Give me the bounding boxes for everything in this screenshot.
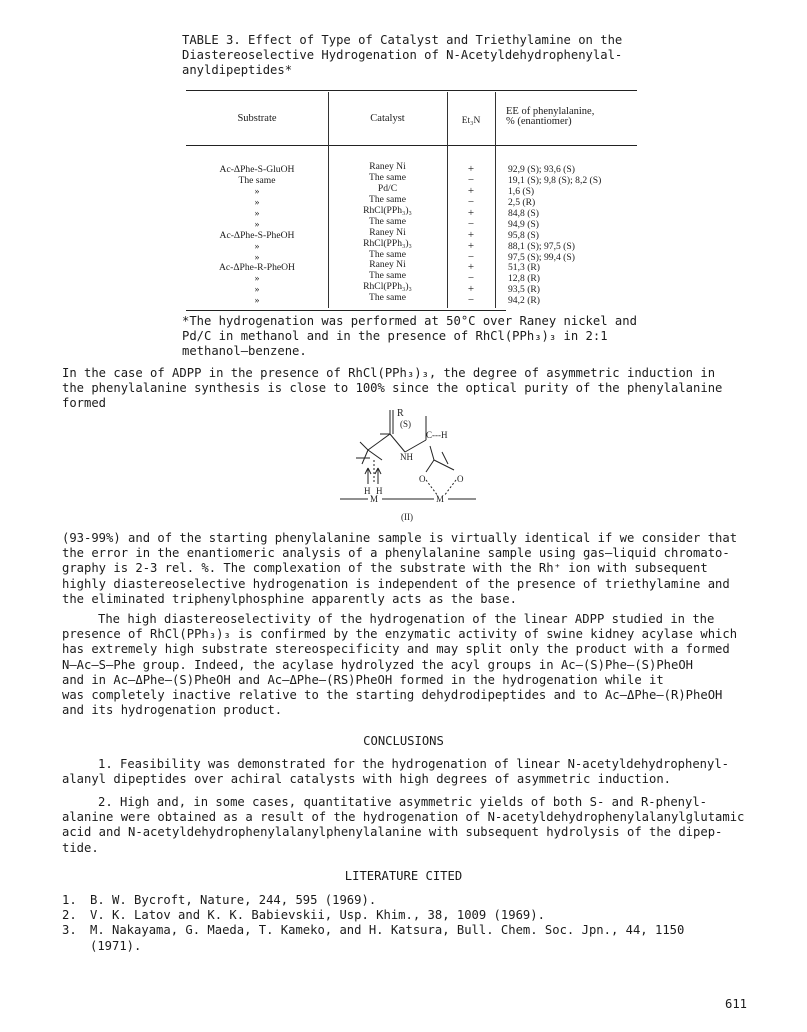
table-cell: RhCl(PPh₃)₃ [363, 204, 412, 216]
table-cell: − [467, 272, 475, 285]
table-cell: − [467, 250, 475, 263]
catalyst-column [328, 162, 447, 304]
table-cell: 88,1 (S); 97,5 (S) [508, 240, 575, 252]
literature-heading: LITERATURE CITED [344, 869, 463, 883]
figure-label-nh: NH [400, 452, 413, 462]
table-cell: The same [368, 292, 407, 304]
page-number: 611 [725, 997, 748, 1011]
header-ee: EE of phenylalanine, % (enantiomer) [506, 106, 595, 127]
table-cell: » [254, 207, 260, 219]
table-cell: The same [368, 215, 407, 227]
table-cell: RhCl(PPh₃)₃ [363, 237, 412, 249]
table-cell: + [467, 261, 475, 274]
table-cell: + [467, 163, 475, 175]
table-cell: 94,2 (R) [508, 295, 540, 307]
table-cell: + [467, 206, 475, 219]
paragraph-1: In the case of ADPP in the presence of RhCl(PPh₃)₃, the degree of asymmetric induction in the phenylalanine synthesis is close to 100% since the optical purity of the phenylalanine formed [62, 366, 723, 411]
figure-label-r: R [397, 408, 404, 419]
figure-label-o1: O [419, 474, 426, 484]
table-cell: 12,8 (R) [508, 273, 540, 285]
reference-item: 2. V. K. Latov and K. K. Babievskii, Usp. Khim., 38, 1009 (1969). [62, 908, 545, 923]
table-cell: + [467, 184, 475, 197]
figure-label-m2: M [436, 494, 445, 504]
table-cell: 2,5 (R) [508, 196, 536, 208]
table-cell: − [467, 173, 475, 186]
table-cell: » [254, 240, 260, 252]
table-cell: The same [368, 270, 407, 282]
table-cell: + [467, 239, 475, 252]
conclusions-heading: CONCLUSIONS [363, 734, 444, 748]
paragraph-3: The high diastereoselectivity of the hydrogenation of the linear ADPP studied in the presence of RhCl(PPh₃)₃ is confirmed by the enzymatic activity of swine kidney acylase which has extremely high substrate stereospecificity and may split only the product with a formed N—Ac—S—Phe group. Indeed, the acylase hydrolyzed the acyl groups in Ac—(S)Phe—(S)PheOH and in Ac—ΔPhe—(S)PheOH and Ac—ΔPhe—(RS)PheOH formed in the hydrogenation while it was completely inactive relative to the starting dehydrodipeptides and to Ac—ΔPhe—(R)PheOH and its hydrogenation product. [62, 612, 738, 718]
table-cell: » [254, 284, 260, 296]
table-cell: 93,5 (R) [508, 284, 540, 296]
table-cell: 51,3 (R) [508, 262, 540, 274]
structure-figure [330, 408, 500, 524]
table-footnote: *The hydrogenation was performed at 50°C over Raney nickel and Pd/C in methanol and in the presence of RhCl(PPh₃)₃ in 2:1 methanol—benzene. [182, 314, 637, 359]
table-cell: » [254, 295, 260, 307]
table-cell: Ac-ΔPhe-R-PheOH [219, 262, 295, 274]
table-cell: 19,1 (S); 9,8 (S); 8,2 (S) [508, 174, 602, 186]
table-cell: Pd/C [377, 182, 398, 194]
figure-label-m1: M [370, 494, 379, 504]
table-cell: 1,6 (S) [508, 185, 535, 197]
header-catalyst: Catalyst [370, 113, 405, 124]
table-cell: 84,8 (S) [508, 207, 539, 219]
figure-label-ch: C---H [426, 430, 448, 440]
figure-label-h1: H [364, 486, 371, 496]
reference-continuation: (1971). [90, 938, 142, 953]
figure-label-h2: H [376, 486, 383, 496]
table-cell: Raney Ni [369, 226, 406, 238]
table-cell: The same [368, 248, 407, 260]
table-cell: » [254, 251, 260, 263]
reference-item: 1. B. W. Bycroft, Nature, 244, 595 (1969). [62, 893, 377, 907]
table-cell: − [467, 217, 475, 230]
header-substrate: Substrate [237, 113, 277, 124]
table-cell: » [254, 185, 260, 197]
et3n-column [447, 164, 495, 306]
table-cell: » [254, 196, 260, 208]
ee-column [508, 165, 637, 307]
header-et3n: Et₃N [461, 116, 481, 126]
table-cell: − [467, 195, 475, 208]
table-cell: The same [368, 193, 407, 205]
table-cell: Ac-ΔPhe-S-PheOH [219, 229, 295, 241]
table-cell: RhCl(PPh₃)₃ [363, 281, 412, 293]
table-cell: − [467, 294, 475, 307]
table-cell: 97,5 (S); 99,4 (S) [508, 251, 575, 263]
conclusion-2: 2. High and, in some cases, quantitative asymmetric yields of both S- and R-phenyl- alanine were obtained as a result of the hydrogenation of N-acetyldehydrophenylalanylglutamic acid and N-acetyldehydrophenylalanylphenylalanine with subsequent hydrolysis of the dipep- tide. [62, 795, 745, 855]
table-cell: + [467, 228, 475, 241]
table-cell: » [254, 218, 260, 230]
figure-label-ii: (II) [401, 512, 413, 522]
table-cell: Raney Ni [369, 259, 406, 271]
table-cell: 92,9 (S); 93,6 (S) [508, 164, 575, 175]
table-cell: Raney Ni [369, 161, 406, 172]
figure-label-s: (S) [400, 419, 411, 429]
table-caption: TABLE 3. Effect of Type of Catalyst and Triethylamine on the Diastereoselective Hydrogenation of N-Acetyldehydrophenylal- anyldipeptides* [182, 33, 623, 78]
table-cell: The same [238, 174, 276, 186]
table-cell: 95,8 (S) [508, 229, 539, 241]
catalyst-table [186, 90, 637, 310]
table-cell: + [467, 283, 475, 296]
table-cell: » [254, 273, 260, 285]
substrate-column [186, 165, 328, 307]
reference-item: 3. M. Nakayama, G. Maeda, T. Kameko, and H. Katsura, Bull. Chem. Soc. Jpn., 44, 1150 [62, 923, 685, 938]
figure-label-o2: O [457, 474, 464, 484]
table-cell: Ac-ΔPhe-S-GluOH [219, 164, 295, 175]
reference-list [62, 893, 782, 954]
table-cell: The same [368, 171, 407, 183]
table-cell: 94,9 (S) [508, 218, 539, 230]
conclusion-1: 1. Feasibility was demonstrated for the hydrogenation of linear N-acetyldehydrophenyl- alanyl dipeptides over achiral catalysts with high degrees of asymmetric induction. [62, 757, 730, 787]
paragraph-2: (93-99%) and of the starting phenylalanine sample is virtually identical if we consider that the error in the enantiomeric analysis of a phenylalanine sample using gas—liquid chromato- graphy is 2-3 rel. %. The complexation of the substrate with the Rh⁺ ion with subsequent highly diastereoselective hydrogenation is independent of the presence of triethylamine and the eliminated triphenylphosphine apparently acts as the base. [62, 531, 738, 606]
